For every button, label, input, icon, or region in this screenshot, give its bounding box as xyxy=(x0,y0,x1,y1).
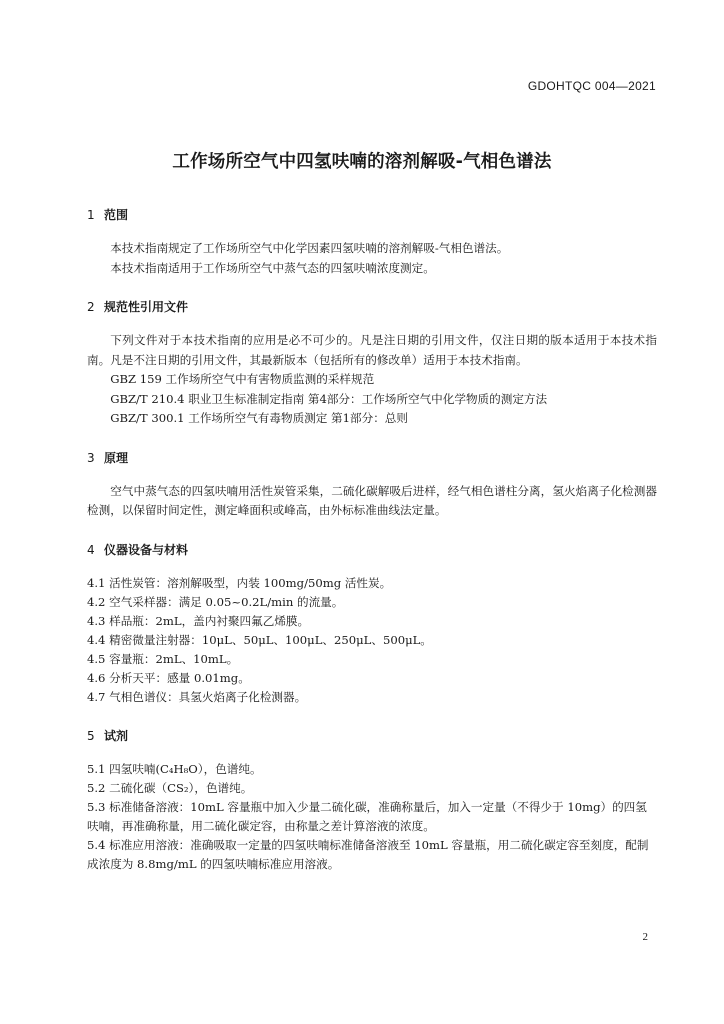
section-title: 试剂 xyxy=(104,728,129,743)
document-title: 工作场所空气中四氢呋喃的溶剂解吸-气相色谱法 xyxy=(172,152,552,172)
section-number: 4 xyxy=(87,542,95,557)
section-heading xyxy=(87,297,657,317)
section-number: 1 xyxy=(87,208,95,222)
paragraph: 空气中蒸气态的四氢呋喃用活性炭管采集，二硫化碳解吸后进样，经气相色谱柱分离，氢火焰离子化检测器检测，以保留时间定性，测定峰面积或峰高，由外标标准曲线法定量。 xyxy=(87,483,657,517)
document-code: GDOHTQC 004—2021 xyxy=(527,79,656,93)
section-normative-references xyxy=(87,297,657,429)
section-title: 范围 xyxy=(104,208,129,222)
list-item: 4.7 气相色谱仪：具氢火焰离子化检测器。 xyxy=(87,689,307,704)
document-body xyxy=(87,205,657,874)
reference-item: GBZ/T 210.4 职业卫生标准制定指南 第4部分：工作场所空气中化学物质的测定方法 xyxy=(110,391,548,406)
reference-item: GBZ 159 工作场所空气中有害物质监测的采样规范 xyxy=(110,372,375,386)
list-item: 4.5 容量瓶：2mL、10mL。 xyxy=(87,651,239,666)
section-title: 原理 xyxy=(104,450,129,465)
list-item: 4.2 空气采样器：满足 0.05~0.2L/min 的流量。 xyxy=(87,594,344,609)
list-item: 4.4 精密微量注射器：10μL、50μL、100μL、250μL、500μL。 xyxy=(87,632,432,647)
section-heading xyxy=(87,540,657,560)
list-item: 4.3 样品瓶：2mL，盖内衬聚四氟乙烯膜。 xyxy=(87,613,310,628)
section-heading xyxy=(87,205,657,225)
section-heading xyxy=(87,726,657,746)
paragraph: 本技术指南规定了工作场所空气中化学因素四氢呋喃的溶剂解吸-气相色谱法。 xyxy=(110,241,509,255)
list-item: 5.3 标准储备溶液：10mL 容量瓶中加入少量二硫化碳，准确称量后，加入一定量（不得少于 10mg）的四氢呋喃，再准确称量，用二硫化碳定容，由称量之差计算溶液的浓度。 xyxy=(87,799,647,833)
paragraph: 本技术指南适用于工作场所空气中蒸气态的四氢呋喃浓度测定。 xyxy=(110,260,435,275)
list-item: 5.2 二硫化碳（CS₂），色谱纯。 xyxy=(87,780,253,795)
list-item: 4.1 活性炭管：溶剂解吸型，内装 100mg/50mg 活性炭。 xyxy=(87,575,392,590)
section-title: 规范性引用文件 xyxy=(104,300,189,314)
page-number: 2 xyxy=(642,931,648,943)
section-title: 仪器设备与材料 xyxy=(104,542,189,557)
section-principle xyxy=(87,448,657,521)
section-scope xyxy=(87,205,657,278)
paragraph: 下列文件对于本技术指南的应用是必不可少的。凡是注日期的引用文件，仅注日期的版本适用于本技术指南。凡是不注日期的引用文件，其最新版本（包括所有的修改单）适用于本技术指南。 xyxy=(87,333,657,367)
section-heading xyxy=(87,448,657,468)
section-number: 5 xyxy=(87,728,95,743)
section-reagents xyxy=(87,726,657,874)
section-instruments xyxy=(87,540,657,707)
section-number: 2 xyxy=(87,300,95,314)
list-item: 4.6 分析天平：感量 0.01mg。 xyxy=(87,670,250,685)
list-item: 5.4 标准应用溶液：准确吸取一定量的四氢呋喃标准储备溶液至 10mL 容量瓶，用二硫化碳定容至刻度，配制成浓度为 8.8mg/mL 的四氢呋喃标准应用溶液。 xyxy=(87,837,649,871)
section-number: 3 xyxy=(87,450,95,465)
reference-item: GBZ/T 300.1 工作场所空气有毒物质测定 第1部分：总则 xyxy=(110,411,408,425)
list-item: 5.1 四氢呋喃(C₄H₈O），色谱纯。 xyxy=(87,761,262,776)
